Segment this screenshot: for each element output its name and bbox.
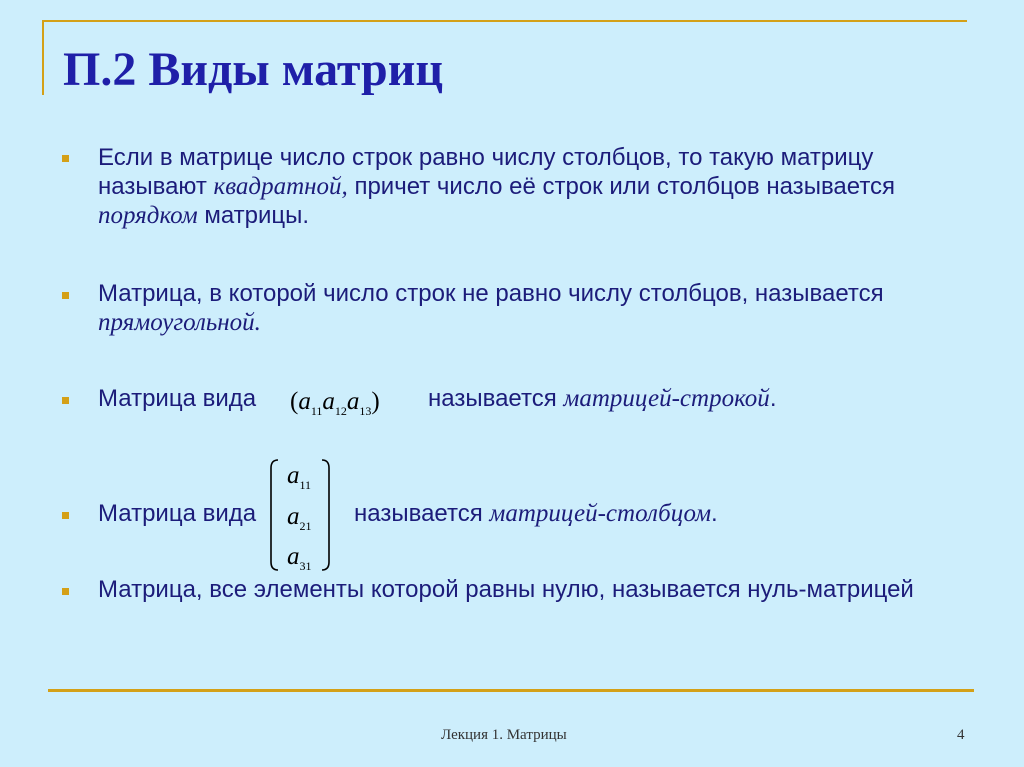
bullet-4-lead: Матрица вида — [98, 500, 257, 527]
bullet-3-tail: называется матрицей-строкой. — [428, 385, 777, 412]
bullet-1-line-1: Если в матрице число строк равно числу столбцов, то такую матрицу — [98, 144, 874, 171]
bullet-square-icon — [62, 512, 69, 519]
bullet-4-tail: называется матрицей-столбцом. — [354, 500, 718, 527]
bullet-2-line-1: Матрица, в которой число строк не равно числу столбцов, называется — [98, 280, 884, 307]
row-matrix-formula: $(a_{11}a_{12}a_{13})$ — [290, 388, 380, 418]
bullet-square-icon — [62, 588, 69, 595]
title-rule-vertical — [42, 20, 44, 95]
footer-rule — [48, 689, 974, 692]
bullet-2-line-2 — [98, 308, 261, 337]
footer-lecture-label: Лекция 1. Матрицы — [441, 727, 567, 743]
column-matrix-entry-1: $a_{11}$ — [287, 462, 312, 492]
bullet-5-line-1: Матрица, все элементы которой равны нулю, называется нуль-матрицей — [98, 576, 914, 603]
bullet-1-line-3: порядком матрицы. — [98, 202, 310, 229]
term-order: порядком — [98, 202, 198, 229]
page-number: 4 — [957, 727, 965, 743]
column-matrix-entry-2: $a_{21}$ — [287, 503, 312, 533]
term-square: квадратной, — [213, 173, 348, 200]
bullet-1-line-2: называют квадратной, причет число её строк или столбцов называется — [98, 173, 896, 200]
bullet-square-icon — [62, 292, 69, 299]
bullet-square-icon — [62, 155, 69, 162]
slide-title: П.2 Виды матриц — [63, 43, 444, 96]
bullet-3-lead: Матрица вида — [98, 385, 257, 412]
term-rectangular: прямоугольной. — [98, 309, 261, 336]
column-matrix-entry-3: $a_{31}$ — [287, 543, 312, 573]
bullet-square-icon — [62, 397, 69, 404]
title-rule-horizontal — [42, 20, 967, 22]
term-row-matrix: матрицей-строкой — [563, 385, 770, 412]
term-column-matrix: матрицей-столбцом — [489, 500, 712, 527]
